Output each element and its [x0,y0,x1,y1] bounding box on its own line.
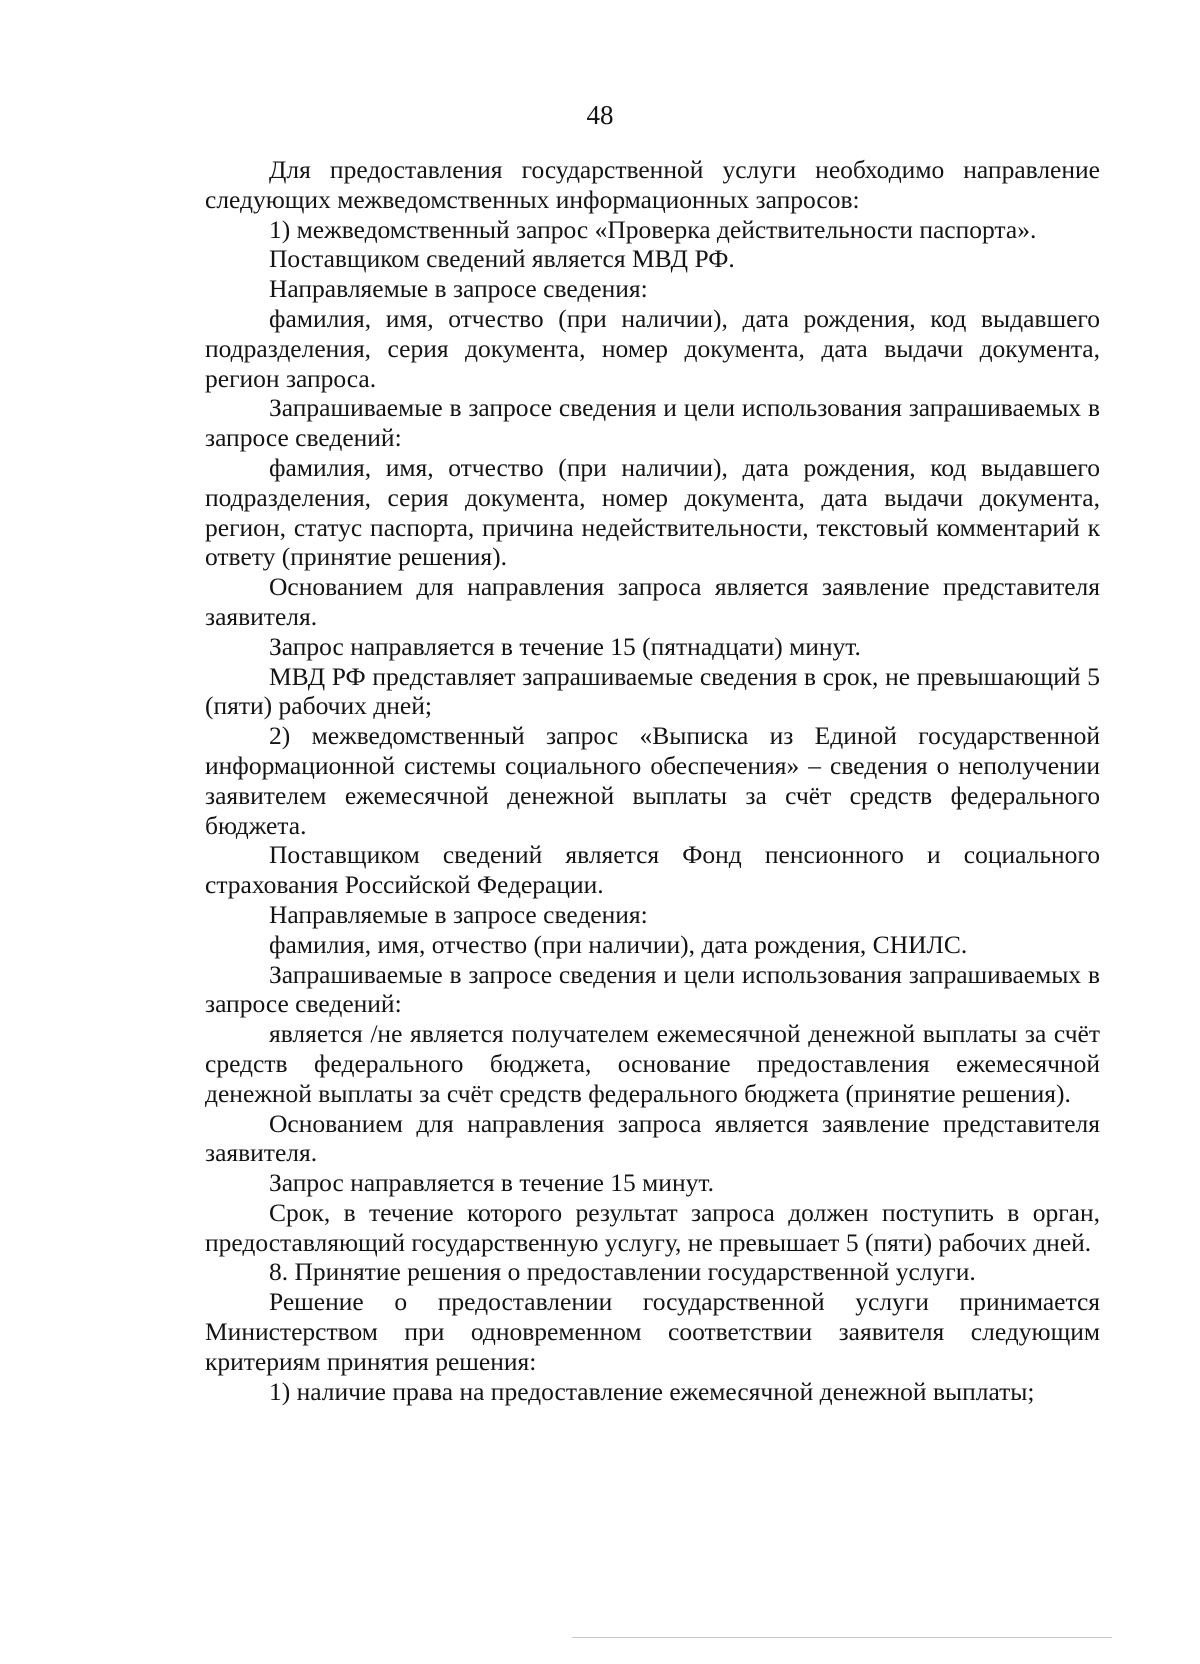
paragraph-decision-criteria: Решение о предоставлении государственной услуги принимается Министерством при одновременном соответствии заявителя следующим критериям принятия решения: [205,1287,1100,1376]
paragraph-criterion-1: 1) наличие права на предоставление ежемесячной денежной выплаты; [269,1376,1035,1406]
paragraph-requested-data-1: фамилия, имя, отчество (при наличии), дата рождения, код выдавшего подразделения, серия документа, номер документа, дата выдачи документа, регион, статус паспорта, причина недействительности, текстовый комментарий к ответу (принятие решения). [205,452,1100,572]
paragraph-basis-1: Основанием для направления запроса является заявление представителя заявителя. [205,572,1100,631]
footer-divider [572,1637,1112,1638]
paragraph-requested-data-heading-2: Запрашиваемые в запросе сведения и цели использования запрашиваемых в запросе сведений: [205,959,1100,1019]
paragraph-sent-data-heading-2: Направляемые в запросе сведения: [269,899,648,929]
paragraph-section-8-heading: 8. Принятие решения о предоставлении государственной услуги. [269,1257,976,1287]
paragraph-basis-2: Основанием для направления запроса является заявление представителя заявителя. [205,1108,1100,1168]
paragraph-sent-data-1: фамилия, имя, отчество (при наличии), дата рождения, код выдавшего подразделения, серия документа, номер документа, дата выдачи документа, регион запроса. [205,303,1100,393]
paragraph-supplier-1: Поставщиком сведений является МВД РФ. [269,244,735,274]
paragraph-response-term-1: МВД РФ представляет запрашиваемые сведения в срок, не превышающий 5 (пяти) рабочих дней; [205,661,1100,721]
paragraph-supplier-2: Поставщиком сведений является Фонд пенсионного и социального страхования Российской Федерации. [205,840,1100,900]
paragraph-requested-data-heading-1: Запрашиваемые в запросе сведения и цели использования запрашиваемых в запросе сведений: [205,393,1100,453]
paragraph-request-1-title: 1) межведомственный запрос «Проверка действительности паспорта». [269,214,1037,244]
paragraph-timing-2: Запрос направляется в течение 15 минут. [269,1168,714,1198]
paragraph-sent-data-2: фамилия, имя, отчество (при наличии), дата рождения, СНИЛС. [269,929,968,959]
paragraph-response-term-2: Срок, в течение которого результат запроса должен поступить в орган, предоставляющий государственную услугу, не превышает 5 (пяти) рабочих дней. [205,1197,1100,1257]
paragraph-intro: Для предоставления государственной услуги необходимо направление следующих межведомственных информационных запросов: [205,155,1100,214]
paragraph-requested-data-2: является /не является получателем ежемесячной денежной выплаты за счёт средств федерального бюджета, основание предоставления ежемесячной денежной выплаты за счёт средств федерального бюджета (принятие решения). [205,1019,1100,1108]
paragraph-sent-data-heading-1: Направляемые в запросе сведения: [269,274,648,304]
page-number: 48 [586,100,614,130]
paragraph-request-2-title: 2) межведомственный запрос «Выписка из Единой государственной информационной системы социального обеспечения» – сведения о неполучении заявителем ежемесячной денежной выплаты за счёт средств федерального бюджета. [205,721,1100,840]
document-body [205,155,1100,1406]
paragraph-timing-1: Запрос направляется в течение 15 (пятнадцати) минут. [269,631,861,661]
